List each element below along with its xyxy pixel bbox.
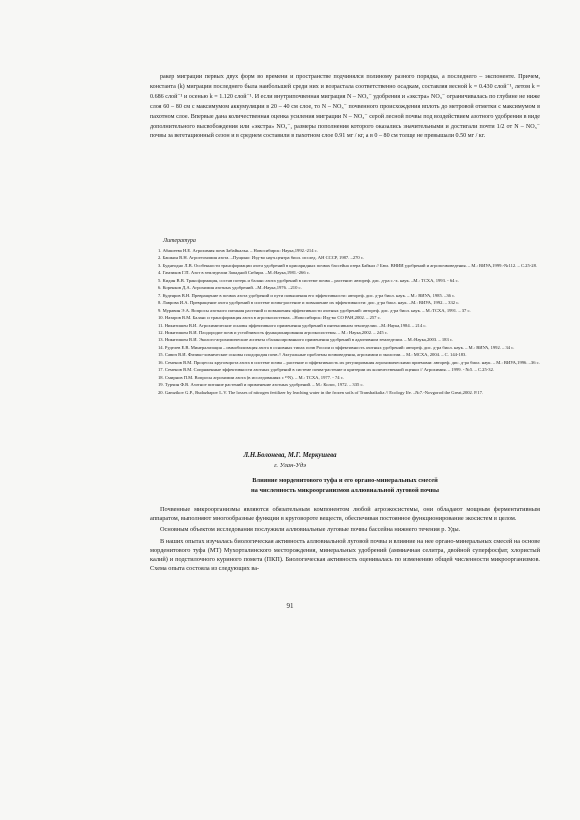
reference-item: 8. Лаврова И.А. Превращение азота удобрений в системе почва-растение и повышение их эффективности: дис. д-ра биол. наук. –М.: ВИУА, 1992. – 332 с. xyxy=(158,300,460,306)
reference-item: 17. Семенов В.М. Сопряженные эффективности азотных удобрений в системе почва-растение и критерии их количественной оценки // Агрохимия. – 1999. - №5. – С.25-32. xyxy=(158,367,495,373)
reference-item: 13. Никитишен В.И. Эколого-агрохимические аспекты сбалансированного применения удобрений в адаптивном земледелии. – М.:Наука,2003. – 183 с. xyxy=(158,337,454,343)
reference-item: 9. Муравин Э.А. Вопросы азотного питания растений и повышения эффективности азотных удобрений: автореф. дис. д-ра биол. наук. – М.:ТСХА, 1991. – 37 с. xyxy=(158,307,471,313)
article-body xyxy=(150,505,540,575)
reference-item: 10. Назаров В.М. Баланс и трансформация азота в агроэкосистемах. –Новосибирск: Изд-во СО РАН,2002. – 257 с. xyxy=(158,315,381,321)
reference-list xyxy=(150,247,540,396)
reference-item: 11. Никитишен В.И. Агрохимические основы эффективного применения удобрений в интенсивном земледелии. –М.:Наука,1984. – 214 с. xyxy=(158,322,427,328)
reference-item: 14. Руделев Е.В. Минерализация – иммобилизация азота в основных типах почв России и эффективность азотных удобрений: автореф. дис. д-ра биол. наук. – М.: ВИУА, 1992. – 34 с. xyxy=(158,344,515,350)
reference-item: 20. Gamzikov G.P., Budazhapov L.V. The losses of nitrogen fertilizer by leaching water in the frozen soils of Transbaikalia // Ecology Ife. –№7.-Novgorod the Great,2002. P.17. xyxy=(158,389,484,395)
body-paragraph: Почвенные микроорганизмы являются обязательным компонентом любой агроэкосистемы, они обладают мощным ферментативным аппаратом, выполняют многообразные функции в круговороте веществ, обеспечивая постоянное функционирование экосистем в целом. xyxy=(150,506,540,523)
article-title-line: Влияние морденитового туфа и его органо-минеральных смесей xyxy=(252,477,438,484)
reference-item: 12. Никитишен В.И. Плодородие почв и устойчивость функционирования агроэкосистемы. – М.: Наука,2002. – 245 с. xyxy=(158,329,388,335)
article-title xyxy=(150,476,540,495)
reference-item: 5. Кидин В.В. Трансформация, состав потерь и баланс азота удобрений в системе почва – растение: автореф. дис. д-ра с.-х. наук. –М.: ТСХА, 1993. - 64 с. xyxy=(158,277,459,283)
reference-item: 3. Буднеодно Л.В. Особенности трансформации азота удобрений в криоаридных почвах бассейна озера Байкал // Бюл. ВНИИ удобрений и агропочвоведения. – М.: ВИУА,1999.-№112. – С.25-28. xyxy=(158,262,538,268)
reference-item: 6. Коренков Д.А. Агрохимия азотных удобрений. –М.:Наука,1976. –210 с. xyxy=(158,285,302,291)
reference-item: 7. Кудеяров В.Н. Превращение в почвах азота удобрений и пути повышения его эффективности: автореф. дис. д-ра биол. наук. – М.: ВИУА, 1985. –36 с. xyxy=(158,292,456,298)
body-paragraph: Основным объектом исследования послужили аллювиальные луговые почвы бассейна нижнего течения р. Уды. xyxy=(160,526,461,534)
reference-item: 19. Турчин Ф.В. Азотное питание растений и применение азотных удобрений. – М.: Колос, 1972. – 335 с. xyxy=(158,382,364,388)
article-title-line: на численность микроорганизмов аллювиальной луговой почвы xyxy=(250,486,440,494)
body-paragraph: В наших опытах изучалась биологическая активность аллювиальной луговой почвы и влияние на нее органо-минеральных смесей на основе морденитового туфа (МТ) Мухорталинского месторождения, минеральных удобрений (аммиачная селитра, двойной суперфосфат, хлористый калий) и подстилочного куриного помета (ПКП). Биологическая активность оценивалась по изменению общей численности микроорганизмов. Схема опыта состояла из следующих ва- xyxy=(150,537,540,573)
intro-paragraph: ракер миграции первых двух форм во времени и пространстве подчинялся полиному разного порядка, а последнего – экспоненте. Причем, константа (k) миграции последнего была наибольшей среди них и возрастала соответственно осадкам, составляя весной k = 0.430 слой⁻¹, летом k = 0.686 слой⁻¹ и осенью k = 1.120 слой⁻¹. И если внутрипочвенная миграция N – NO₃⁻ удобрения и «экстра» NO₃⁻ ограничивалась по глубине не ниже слоя 60 – 80 см с максимумом аккумуляции в 20 – 40 см слое, то N – NO₃⁻ почвенного происхождения вплоть до метровой отметки с максимумом в пахотном слое. Впервые дана количественная оценка усиления миграции N – NO₃⁻ серой лесной почвы под воздействием азотного удобрения в виде дополнительного высвобождения или «экстра» NO₃⁻, размеры пополнения которого оказались значительными и достигали почти 1/2 от N – NO₃⁻ почвы за вегетационный сезон и в среднем составили в пахотном слое 0.91 мг / кг, а в 0 – 80 см толще не превышали 0.50 мг / кг. xyxy=(150,74,540,140)
reference-item: 4. Гамзиков Г.П. Азот в земледелии Западной Сибири. –М.:Наука,1981.-266 с. xyxy=(158,270,310,276)
reference-item: 15. Савич В.И. Физико-химические основы плодородия почв // Актуальные проблемы почвоведения, агрохимии и экологии. – М.: МСХА, 2004. – С. 144-183. xyxy=(158,352,467,358)
reference-item: 1. Абашеева Н.Е. Агрохимия почв Забайкалья. – Новосибирск: Наука,1992.-214 с. xyxy=(158,248,318,253)
reference-item: 18. Смирнов П.М. Вопросы агрохимии азота (в исследованиях с ¹⁵N). – М.: ТСХА, 1977. - 74 с. xyxy=(158,374,344,380)
reference-item: 16. Семенов В.М. Процессы круговорота азота в системе почва – растение и эффективность их регулирования агрохимическими приемами: автореф. дис. д-ра биол. наук. – М.: ВИУА,1996. –36 с. xyxy=(158,359,540,365)
article-city: г. Улан-Удэ xyxy=(273,462,307,469)
page-number: 91 xyxy=(286,602,294,610)
article-authors: Л.Н.Болонева, М.Г. Меркушева xyxy=(243,452,337,459)
intro-text xyxy=(150,73,540,142)
literature-heading: Литература xyxy=(163,238,196,244)
reference-item: 2. Башкин В.Н. Агрогеохимия азота. –Пущино: Изд-во науч.центра биол. исслед. АН СССР, 1987. –270 с. xyxy=(158,255,365,261)
